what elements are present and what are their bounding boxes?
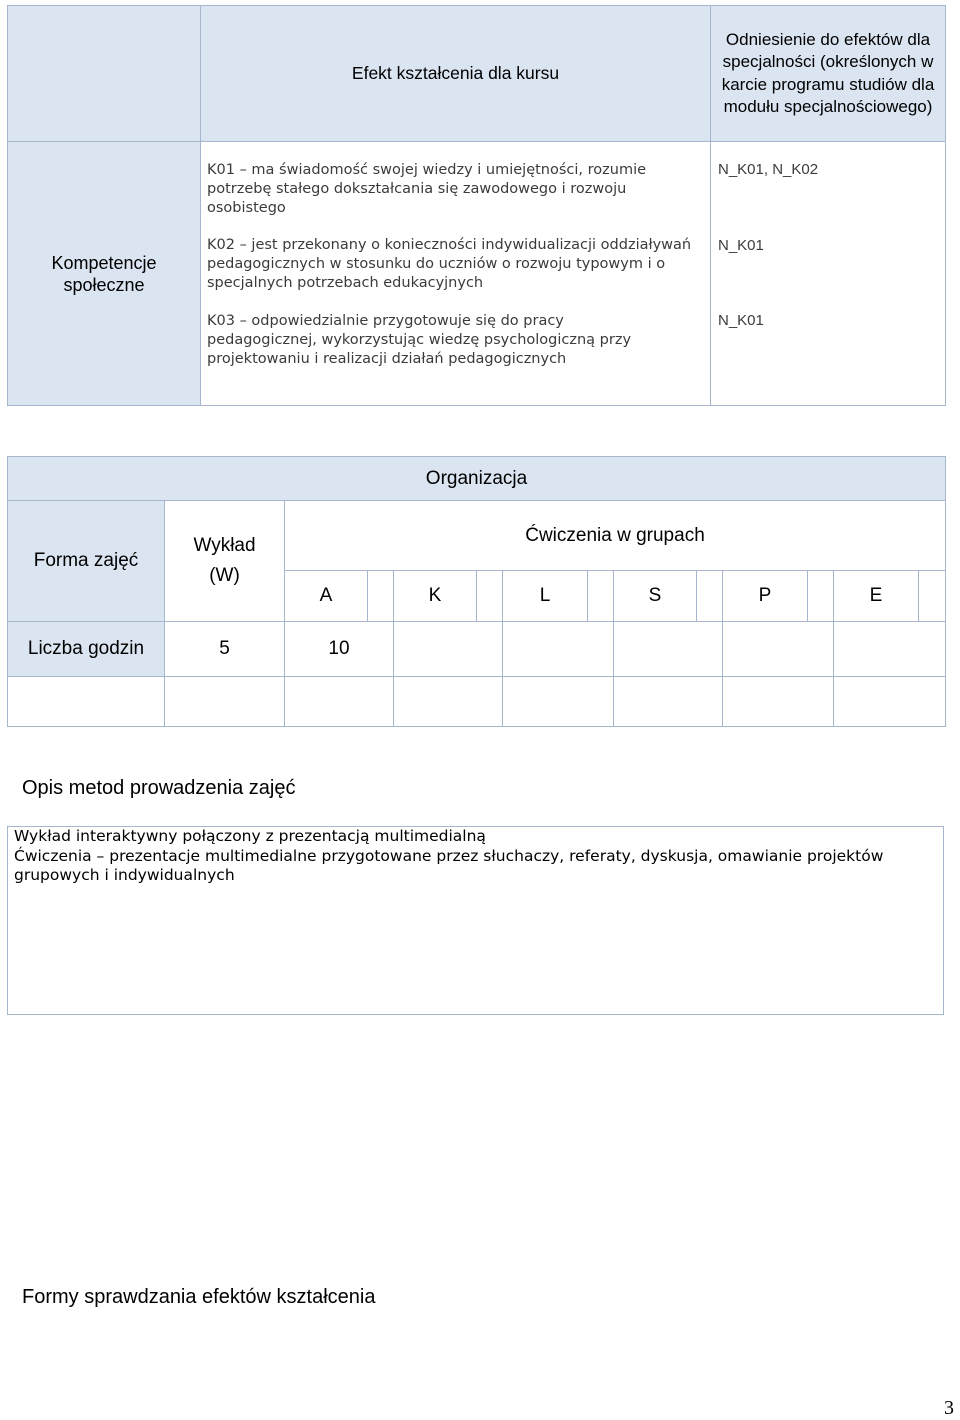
- group-spacer: [807, 570, 834, 622]
- hours-p-cell: [722, 621, 834, 677]
- empty-row-cell: [164, 676, 285, 727]
- group-spacer: [918, 570, 946, 622]
- hours-e-cell: [833, 621, 946, 677]
- group-cell-a: [284, 570, 368, 622]
- group-cell-p: [722, 570, 808, 622]
- empty-row-cell: [613, 676, 723, 727]
- wyklad-header-cell: [164, 500, 285, 622]
- hours-a-cell: [284, 621, 394, 677]
- group-label-e: E: [869, 585, 883, 606]
- group-cell-e: [833, 570, 919, 622]
- category-label: Kompetencje społeczne: [51, 252, 157, 295]
- methods-line-1: Wykład interaktywny połączony z prezentacją multimedialną: [14, 827, 486, 845]
- effects-table-corner: [7, 5, 201, 142]
- reference-k02: N_K01: [718, 237, 764, 254]
- methods-line-2: Ćwiczenia – prezentacje multimedialne przygotowane przez słuchaczy, referaty, dyskusja, omawianie projektów grupowych i indywidualnych: [14, 846, 884, 884]
- group-label-s: S: [648, 585, 662, 606]
- group-label-k: K: [428, 585, 442, 606]
- group-spacer: [367, 570, 394, 622]
- effect-header: [200, 5, 711, 142]
- group-label-l: L: [539, 585, 551, 606]
- hours-a-value: 10: [328, 638, 350, 659]
- cwiczenia-header-cell: [284, 500, 946, 571]
- hours-wyklad-value: 5: [219, 638, 230, 659]
- hours-s-cell: [613, 621, 723, 677]
- group-cell-s: [613, 570, 697, 622]
- wyklad-abbr: (W): [209, 565, 240, 586]
- group-cell-k: [393, 570, 477, 622]
- effect-header-label: Efekt kształcenia dla kursu: [351, 63, 560, 83]
- hours-l-cell: [502, 621, 614, 677]
- references-body: [710, 141, 946, 406]
- organization-title-cell: [7, 456, 946, 501]
- empty-row-cell: [833, 676, 946, 727]
- forma-label: Forma zajęć: [33, 550, 139, 571]
- hours-k-cell: [393, 621, 503, 677]
- hours-wyklad-cell: [164, 621, 285, 677]
- group-label-a: A: [319, 585, 333, 606]
- effect-row-k03: K03 – odpowiedzialnie przygotowuje się do pracy pedagogicznej, wykorzystując wiedzę psychologiczną przy projektowaniu i realizacji działań pedagogicznych: [207, 313, 632, 367]
- forma-cell: [7, 500, 165, 622]
- empty-row-cell: [393, 676, 503, 727]
- organization-title: Organizacja: [425, 467, 528, 489]
- wyklad-label: Wykład: [193, 535, 256, 556]
- category-cell: [7, 141, 201, 406]
- group-spacer: [587, 570, 614, 622]
- reference-header-label: Odniesienie do efektów dla specjalności (określonych w karcie programu studiów dla modułu specjalnościowego): [721, 29, 935, 116]
- empty-row-cell: [284, 676, 394, 727]
- empty-row-cell: [722, 676, 834, 727]
- cwiczenia-label: Ćwiczenia w grupach: [525, 524, 705, 546]
- empty-row-label-cell: [7, 676, 165, 727]
- effect-row-k01: K01 – ma świadomość swojej wiedzy i umiejętności, rozumie potrzebę stałego dokształcania się zawodowego i rozwoju osobistego: [207, 162, 647, 216]
- reference-k03: N_K01: [718, 312, 764, 329]
- methods-title: Opis metod prowadzenia zajęć: [22, 777, 296, 799]
- hours-label-cell: [7, 621, 165, 677]
- group-label-p: P: [758, 585, 772, 606]
- group-cell-l: [502, 570, 588, 622]
- assessment-title: Formy sprawdzania efektów kształcenia: [22, 1286, 376, 1308]
- effect-row-k02: K02 – jest przekonany o konieczności indywidualizacji oddziaływań pedagogicznych w stosunku do uczniów o rozwoju typowym i o specjalnych potrzebach edukacyjnych: [207, 237, 692, 291]
- group-spacer: [476, 570, 503, 622]
- reference-k01: N_K01, N_K02: [718, 161, 819, 178]
- methods-box: [7, 826, 944, 1015]
- group-spacer: [696, 570, 723, 622]
- empty-row-cell: [502, 676, 614, 727]
- page-number: 3: [944, 1397, 954, 1419]
- hours-label: Liczba godzin: [27, 638, 145, 659]
- reference-header: [710, 5, 946, 142]
